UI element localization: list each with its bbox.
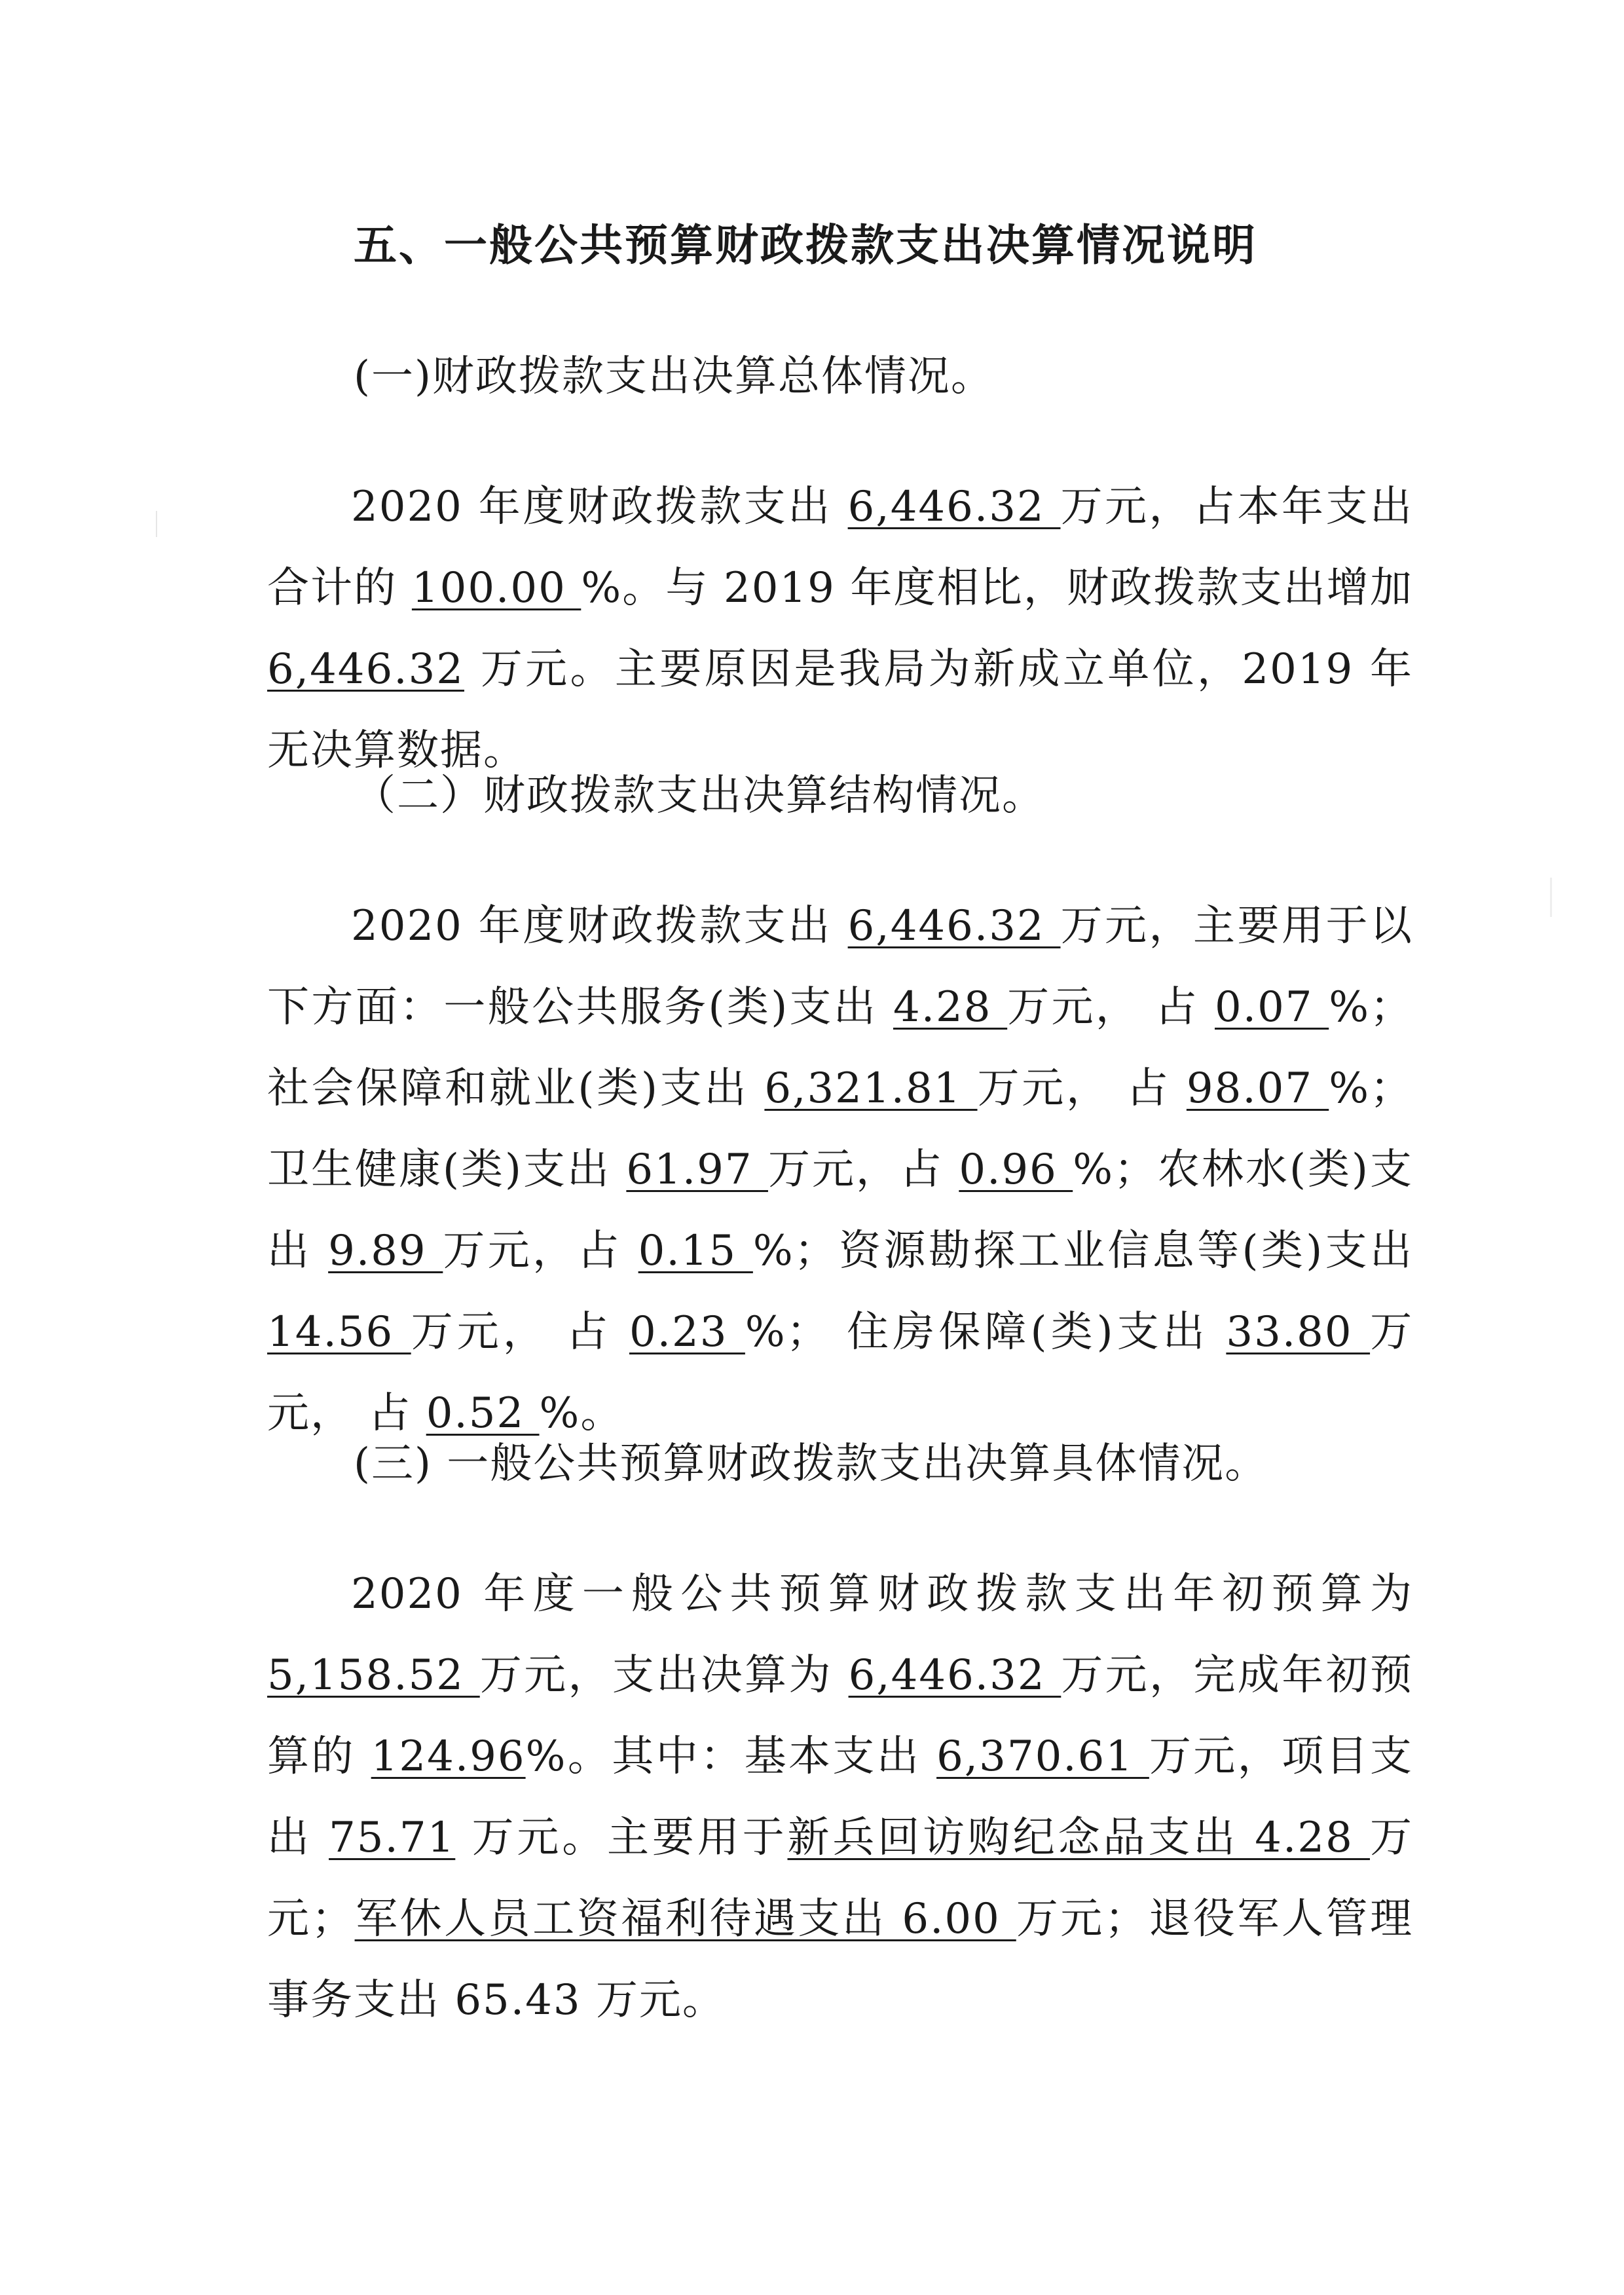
scan-artifact xyxy=(1550,878,1552,917)
amount-increase: 6,446.32 xyxy=(267,645,464,694)
section-heading: 五、一般公共预算财政拨款支出决算情况说明 xyxy=(354,220,1257,271)
amount-total: 6,446.32 xyxy=(847,483,1061,531)
subsection-1-title: (一)财政拨款支出决算总体情况。 xyxy=(354,352,994,401)
subsection-3-title: (三) 一般公共预算财政拨款支出决算具体情况。 xyxy=(354,1440,1268,1488)
subsection-2-paragraph: 2020 年度财政拨款支出 6,446.32 万元，主要用于以下方面：一般公共服务(类)支出 4.28 万元， 占 0.07 %；社会保障和就业(类)支出 6,321.81 万元， 占 98.07 %； 卫生健康(类)支出 61.97 万元，占 0.96 %；农林水(类)支出 9.89 万元，占 0.15 %；资源勘探工业信息等(类)支出 14.56 万元， 占 0.23 %； 住房保障(类)支出 33.80 万元， 占 0.52 %。 xyxy=(267,902,1414,1438)
subsection-3-paragraph: 2020 年度一般公共预算财政拨款支出年初预算为 5,158.52 万元，支出决算为 6,446.32 万元，完成年初预算的 124.96%。其中：基本支出 6,370.61 万元，项目支出 75.71 万元。主要用于新兵回访购纪念品支出 4.28 万元；军休人员工资福利待遇支出 6.00 万元；退役军人管理事务支出 65.43 万元。 xyxy=(267,1570,1414,2024)
subsection-2-title: （二）财政拨款支出决算结构情况。 xyxy=(354,772,1045,820)
percent-total: 100.00 xyxy=(411,564,581,612)
scan-artifact xyxy=(156,511,157,537)
subsection-1-paragraph: 2020 年度财政拨款支出 6,446.32 万元，占本年支出合计的 100.00 %。与 2019 年度相比，财政拨款支出增加 6,446.32 万元。主要原因是我局为新成立单位，2019 年无决算数据。 xyxy=(267,483,1414,775)
